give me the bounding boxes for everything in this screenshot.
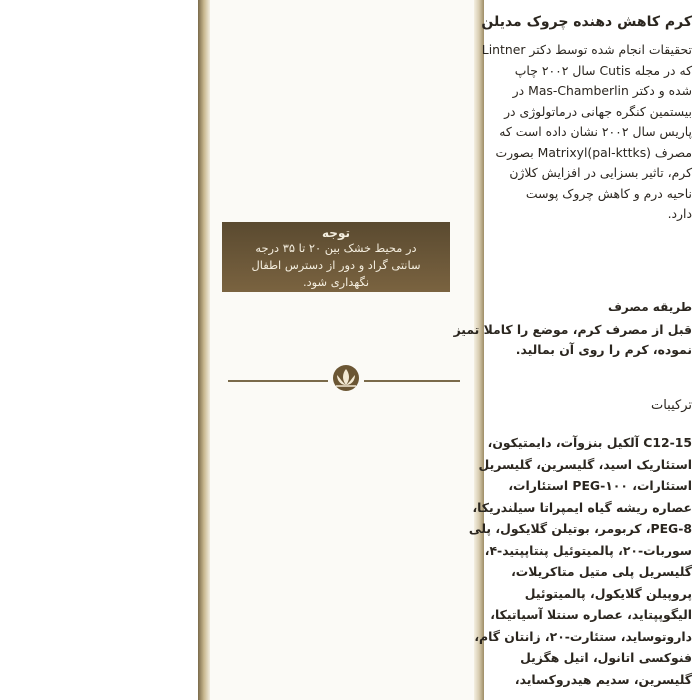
warning-heading: توجه — [322, 226, 350, 240]
warning-box — [222, 222, 450, 292]
product-title: کرم کاهش دهنده چروک مدیلن — [481, 14, 692, 30]
ingredient-line: پروپیلن گلایکول، پالمیتوئیل — [524, 585, 692, 601]
ingredient-line: استئاریک اسید، گلیسرین، گلیسریل — [478, 456, 692, 472]
research-line: کرم، تاثیر بسزایی در افزایش کلاژن — [509, 165, 692, 180]
ingredient-line: استئارات، PEG-۱۰۰ استئارات، — [508, 478, 692, 493]
ingredient-line: C12-15 آلکیل بنزوآت، دایمتیکون، — [487, 435, 692, 450]
usage-line: نموده، کرم را روی آن بمالید. — [515, 342, 692, 357]
usage-heading: طریقه مصرف — [607, 300, 692, 314]
ingredient-line: فنوکسی اتانول، اتیل هگزیل — [520, 650, 692, 665]
research-line: شده و دکتر Mas-Chamberlin در — [512, 83, 692, 98]
research-line: ناحیه درم و کاهش چروک پوست — [525, 185, 692, 201]
ingredients-list — [444, 432, 692, 690]
ingredient-line: PEG-8، کربومر، بوتیلن گلایکول، پلی — [468, 521, 692, 536]
ingredient-line: گلیسریل پلی متیل متاکریلات، — [511, 564, 692, 579]
warning-line: در محیط خشک بین ۲۰ تا ۳۵ درجه — [255, 241, 417, 255]
ingredient-line: داروتوساید، ستئارت-۲۰، زانتان گام، — [474, 628, 692, 644]
warning-line: نگهداری شود. — [302, 275, 369, 289]
research-line: دارد. — [667, 206, 692, 221]
ingredient-line: سوربات-۲۰، پالمیتوئیل پنتاپپتید-۴، — [484, 542, 692, 558]
ingredients-heading: ترکیبات — [650, 398, 692, 413]
ingredient-line: گلیسرین، سدیم هیدروکساید، — [514, 671, 692, 687]
lotus-icon — [328, 364, 364, 394]
usage-text — [444, 320, 692, 360]
research-line: تحقیقات انجام شده توسط دکتر Lintner — [481, 42, 692, 57]
research-line: مصرف (Matrixyl(pal-kttks بصورت — [495, 144, 692, 160]
usage-line: قبل از مصرف کرم، موضع را کاملا تمیز — [453, 322, 692, 337]
research-line: که در مجله Cutis سال ۲۰۰۲ چاپ — [514, 62, 692, 78]
ingredient-line: الیگوپپتاید، عصاره سنتلا آسیاتیکا، — [490, 607, 692, 622]
ingredient-line: عصاره ریشه گیاه ایمپراتا سیلندریکا، — [472, 499, 692, 515]
warning-line: سانتی گراد و دور از دسترس اطفال — [251, 258, 421, 272]
box-left-edge — [198, 0, 210, 700]
research-paragraph — [444, 40, 692, 225]
research-line: پاریس سال ۲۰۰۲ نشان داده است که — [499, 124, 692, 139]
research-line: بیستمین کنگره جهانی درماتولوژی در — [504, 103, 692, 119]
box-side-panel — [210, 0, 474, 700]
